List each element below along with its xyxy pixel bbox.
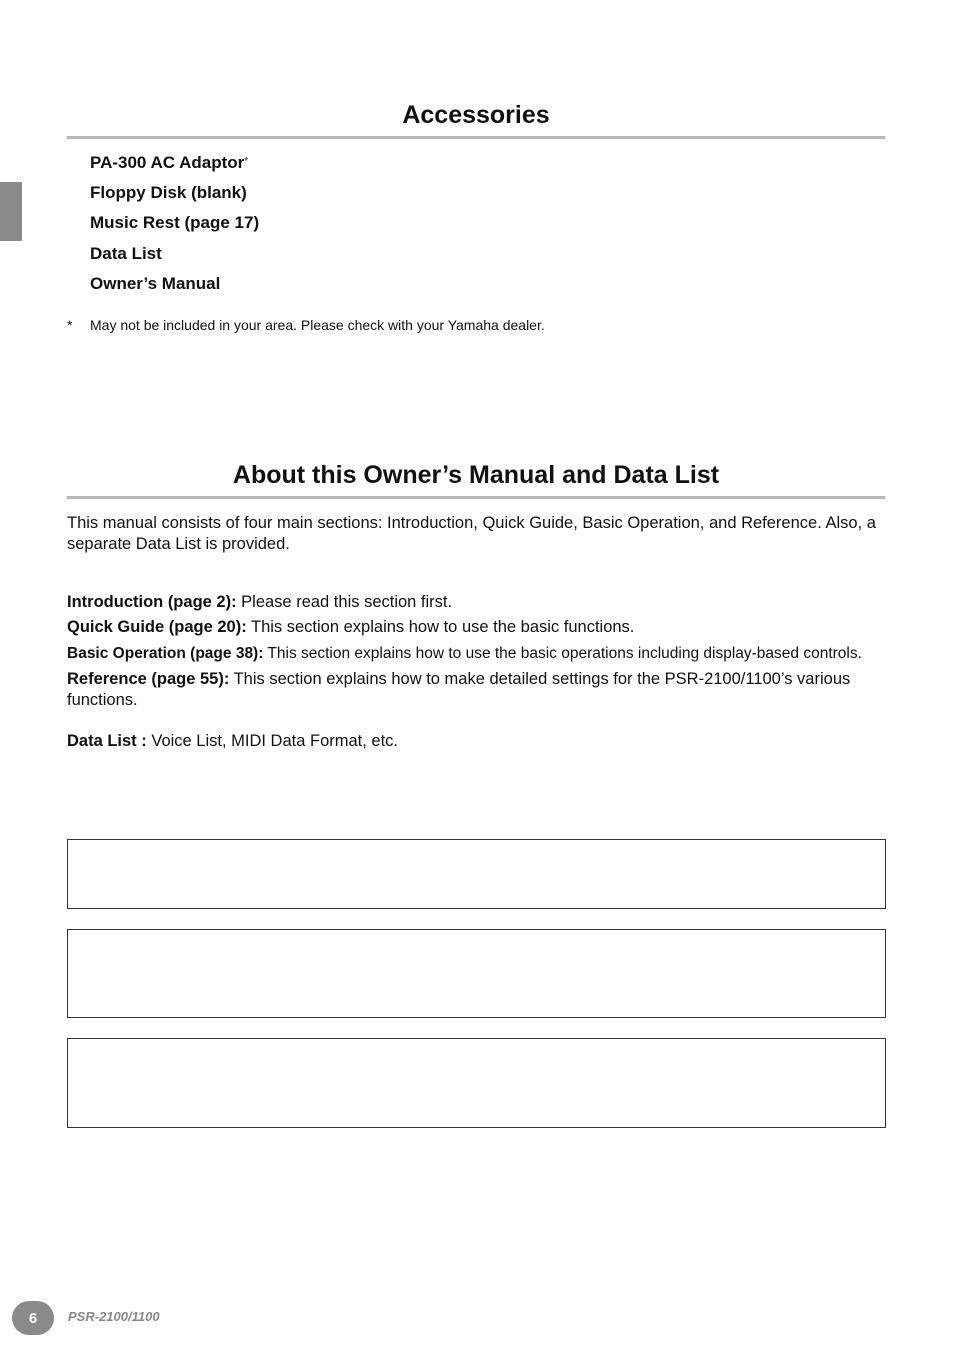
section-basic-operation: Basic Operation (page 38): This section explains how to use the basic operations including display-based controls. [67, 645, 862, 662]
empty-box-1 [67, 839, 886, 909]
about-title: About this Owner’s Manual and Data List [232, 461, 720, 489]
model-name: PSR-2100/1100 [68, 1309, 160, 1324]
accessories-list [90, 151, 259, 304]
accessories-rule [67, 136, 885, 139]
side-tab-marker [0, 182, 22, 241]
footnote-mark: * [67, 317, 73, 333]
accessory-item: Data List [90, 243, 162, 263]
accessory-item: Owner’s Manual [90, 274, 221, 293]
empty-box-2 [67, 929, 886, 1018]
empty-box-3 [67, 1038, 886, 1128]
accessory-item: Floppy Disk (blank) [90, 182, 247, 202]
accessories-title: Accessories [402, 101, 550, 129]
availability-footnote [67, 317, 545, 333]
accessory-item: Music Rest (page 17) [90, 213, 260, 232]
about-rule [67, 496, 885, 499]
page-number-badge: 6 [12, 1301, 54, 1335]
about-intro: This manual consists of four main sections: Introduction, Quick Guide, Basic Operation, and Reference. Also, a separate Data List is provided. [67, 514, 876, 553]
section-quick-guide: Quick Guide (page 20): This section explains how to use the basic functions. [67, 618, 635, 636]
section-introduction: Introduction (page 2): Please read this section first. [67, 593, 453, 611]
section-reference: Reference (page 55): This section explains how to make detailed settings for the PSR-2100/1100’s various functions. [67, 670, 851, 709]
footnote-text: May not be included in your area. Please check with your Yamaha dealer. [90, 317, 545, 333]
accessory-item: PA-300 AC Adaptor* [90, 153, 249, 172]
asterisk-mark: * [244, 156, 249, 167]
data-list-description: Data List : Voice List, MIDI Data Format, etc. [67, 732, 399, 750]
